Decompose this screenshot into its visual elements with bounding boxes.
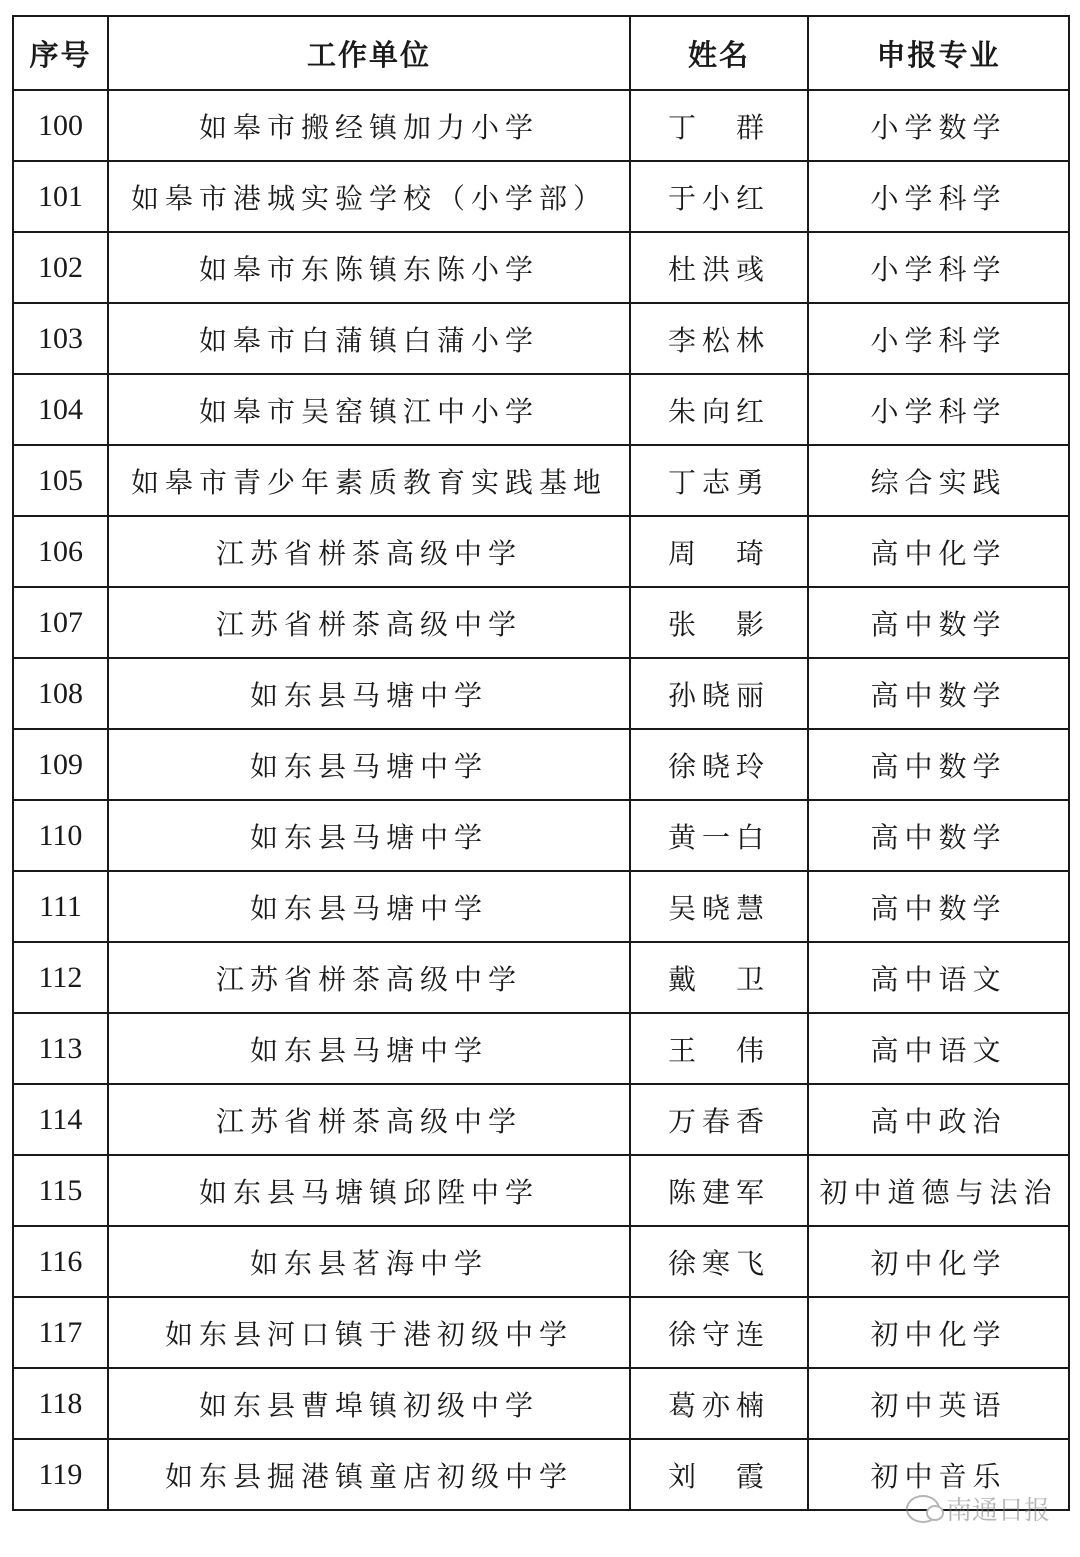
cell-unit: 如东县掘港镇童店初级中学: [108, 1439, 630, 1510]
cell-serial: 117: [13, 1297, 108, 1368]
watermark: [906, 1490, 1050, 1527]
cell-serial: 104: [13, 374, 108, 445]
table-row: [13, 1155, 1069, 1226]
table-row: [13, 1368, 1069, 1439]
cell-major: 高中数学: [808, 871, 1069, 942]
cell-unit: 如东县马塘中学: [108, 1013, 630, 1084]
cell-unit: 如东县河口镇于港初级中学: [108, 1297, 630, 1368]
cell-name: 徐晓玲: [630, 729, 808, 800]
header-name: 姓名: [630, 16, 808, 90]
table-row: [13, 800, 1069, 871]
cell-name: 于小红: [630, 161, 808, 232]
cell-unit: 江苏省栟茶高级中学: [108, 587, 630, 658]
header-unit: 工作单位: [108, 16, 630, 90]
cell-major: 高中数学: [808, 800, 1069, 871]
table-row: [13, 445, 1069, 516]
cell-name: 丁志勇: [630, 445, 808, 516]
cell-unit: 江苏省栟茶高级中学: [108, 1084, 630, 1155]
table-row: [13, 232, 1069, 303]
cell-name: 徐守连: [630, 1297, 808, 1368]
table-row: [13, 729, 1069, 800]
cell-unit: 如东县马塘中学: [108, 871, 630, 942]
cell-serial: 107: [13, 587, 108, 658]
cell-major: 高中数学: [808, 658, 1069, 729]
cell-major: 初中化学: [808, 1226, 1069, 1297]
applicant-table: [12, 15, 1070, 1511]
cell-name: 孙晓丽: [630, 658, 808, 729]
cell-unit: 如东县马塘镇邱陞中学: [108, 1155, 630, 1226]
table-row: [13, 303, 1069, 374]
header-serial: 序号: [13, 16, 108, 90]
cell-serial: 119: [13, 1439, 108, 1510]
cell-unit: 如东县马塘中学: [108, 800, 630, 871]
cell-serial: 103: [13, 303, 108, 374]
cell-serial: 113: [13, 1013, 108, 1084]
cell-serial: 114: [13, 1084, 108, 1155]
cell-serial: 111: [13, 871, 108, 942]
cell-name: 周 琦: [630, 516, 808, 587]
cell-name: 黄一白: [630, 800, 808, 871]
cell-major: 高中数学: [808, 587, 1069, 658]
cell-unit: 如东县曹埠镇初级中学: [108, 1368, 630, 1439]
cell-name: 刘 霞: [630, 1439, 808, 1510]
cell-unit: 如皋市吴窑镇江中小学: [108, 374, 630, 445]
cell-major: 初中道德与法治: [808, 1155, 1069, 1226]
cell-name: 朱向红: [630, 374, 808, 445]
cell-major: 高中语文: [808, 942, 1069, 1013]
cell-major: 初中化学: [808, 1297, 1069, 1368]
cell-name: 王 伟: [630, 1013, 808, 1084]
cell-major: 综合实践: [808, 445, 1069, 516]
cell-major: 小学科学: [808, 303, 1069, 374]
cell-serial: 102: [13, 232, 108, 303]
cell-major: 高中化学: [808, 516, 1069, 587]
table-row: [13, 1226, 1069, 1297]
cell-unit: 如皋市港城实验学校（小学部）: [108, 161, 630, 232]
table-container: [12, 15, 1068, 1511]
cell-serial: 112: [13, 942, 108, 1013]
table-row: [13, 1013, 1069, 1084]
cell-name: 徐寒飞: [630, 1226, 808, 1297]
cell-serial: 109: [13, 729, 108, 800]
cell-unit: 如皋市东陈镇东陈小学: [108, 232, 630, 303]
cell-unit: 如东县茗海中学: [108, 1226, 630, 1297]
table-row: [13, 1297, 1069, 1368]
cell-serial: 115: [13, 1155, 108, 1226]
cell-serial: 108: [13, 658, 108, 729]
table-row: [13, 942, 1069, 1013]
cell-major: 高中政治: [808, 1084, 1069, 1155]
cell-unit: 如皋市白蒲镇白蒲小学: [108, 303, 630, 374]
table-row: [13, 871, 1069, 942]
cell-major: 小学数学: [808, 90, 1069, 161]
cell-serial: 106: [13, 516, 108, 587]
cell-name: 李松林: [630, 303, 808, 374]
table-row: [13, 516, 1069, 587]
table-header-row: [13, 16, 1069, 90]
cell-unit: 如东县马塘中学: [108, 729, 630, 800]
cell-unit: 江苏省栟茶高级中学: [108, 516, 630, 587]
cell-major: 小学科学: [808, 161, 1069, 232]
table-row: [13, 1084, 1069, 1155]
cell-major: 初中音乐: [808, 1439, 1069, 1510]
cell-unit: 如皋市搬经镇加力小学: [108, 90, 630, 161]
header-major: 申报专业: [808, 16, 1069, 90]
cell-serial: 118: [13, 1368, 108, 1439]
cell-serial: 101: [13, 161, 108, 232]
cell-name: 戴 卫: [630, 942, 808, 1013]
cell-name: 吴晓慧: [630, 871, 808, 942]
table-row: [13, 658, 1069, 729]
cell-name: 张 影: [630, 587, 808, 658]
table-row: [13, 587, 1069, 658]
cell-major: 高中数学: [808, 729, 1069, 800]
cell-serial: 100: [13, 90, 108, 161]
cell-major: 小学科学: [808, 232, 1069, 303]
cell-major: 小学科学: [808, 374, 1069, 445]
cell-serial: 116: [13, 1226, 108, 1297]
cell-name: 杜洪彧: [630, 232, 808, 303]
cell-unit: 如皋市青少年素质教育实践基地: [108, 445, 630, 516]
wechat-icon: [906, 1495, 940, 1523]
cell-major: 高中语文: [808, 1013, 1069, 1084]
cell-unit: 江苏省栟茶高级中学: [108, 942, 630, 1013]
cell-serial: 110: [13, 800, 108, 871]
watermark-text: 南通日报: [945, 1496, 1050, 1526]
cell-name: 万春香: [630, 1084, 808, 1155]
cell-unit: 如东县马塘中学: [108, 658, 630, 729]
cell-name: 丁 群: [630, 90, 808, 161]
cell-name: 陈建军: [630, 1155, 808, 1226]
cell-name: 葛亦楠: [630, 1368, 808, 1439]
table-row: [13, 161, 1069, 232]
cell-major: 初中英语: [808, 1368, 1069, 1439]
table-row: [13, 374, 1069, 445]
table-row: [13, 90, 1069, 161]
cell-serial: 105: [13, 445, 108, 516]
